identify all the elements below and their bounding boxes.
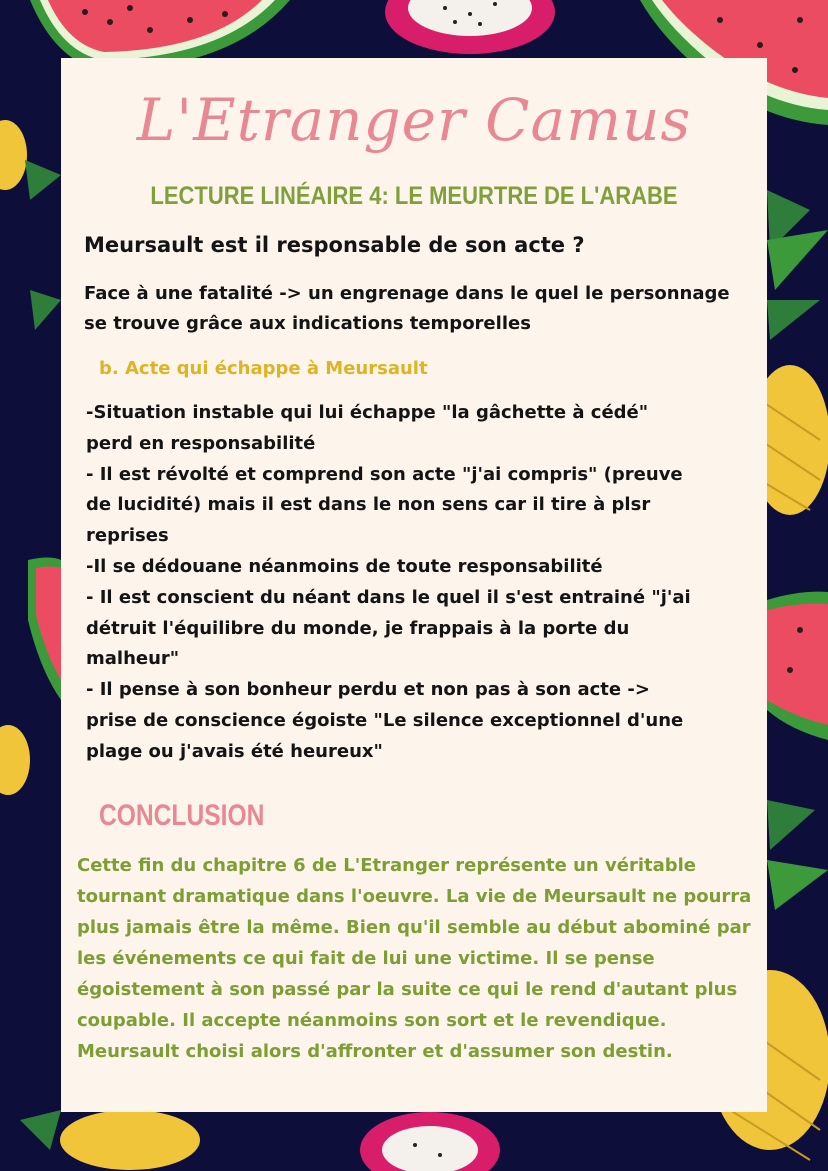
- analysis-body: [86, 398, 758, 768]
- section-heading: b. Acte qui échappe à Meursault: [99, 358, 428, 379]
- dragon-fruit-icon: [385, 0, 555, 54]
- body-line: -Il se dédouane néanmoins de toute responsabilité: [86, 555, 603, 577]
- body-line: perd en responsabilité: [86, 432, 316, 454]
- watermelon-slice-icon: [767, 592, 828, 740]
- watermelon-slice-icon: [28, 558, 61, 701]
- question-heading: Meursault est il responsable de son acte ?: [84, 233, 585, 257]
- intro-paragraph: Face à une fatalité -> un engrenage dans le quel le personnage se trouve grâce aux indications temporelles: [84, 283, 730, 334]
- body-line: - Il pense à son bonheur perdu et non pas à son acte ->: [86, 679, 650, 701]
- conclusion-heading: CONCLUSION: [99, 799, 265, 832]
- pineapple-icon: [0, 120, 61, 795]
- pineapple-leaves-icon: [767, 190, 828, 340]
- body-line: détruit l'équilibre du monde, je frappais à la porte du: [86, 617, 630, 639]
- pineapple-icon: [20, 1110, 200, 1170]
- dragon-fruit-icon: [360, 1112, 500, 1171]
- body-line: -Situation instable qui lui échappe "la gâchette à cédé": [86, 402, 649, 423]
- body-line: - Il est révolté et comprend son acte "j'ai compris" (preuve: [86, 463, 683, 485]
- document-card: [61, 58, 767, 1112]
- body-line: prise de conscience égoiste "Le silence exceptionnel d'une: [86, 709, 684, 731]
- body-line: malheur": [86, 648, 180, 670]
- page-subtitle: LECTURE LINÉAIRE 4: LE MEURTRE DE L'ARABE: [150, 182, 678, 210]
- body-line: reprises: [86, 525, 169, 547]
- page-title: L'Etranger Camus: [136, 86, 692, 154]
- body-line: - Il est conscient du néant dans le quel il s'est entrainé "j'ai: [86, 586, 691, 608]
- body-line: de lucidité) mais il est dans le non sens car il tire à plsr: [86, 494, 651, 516]
- body-line: plage ou j'avais été heureux": [86, 740, 383, 762]
- conclusion-paragraph: Cette fin du chapitre 6 de L'Etranger représente un véritable tournant dramatique dans l'oeuvre. La vie de Meursault ne pourra plus jamais être la même. Bien qu'il semble au début abominé par les événements ce qui fait de lui une victime. Il se pense égoistement à son passé par la suite ce qui le rend d'autant plus coupable. Il accepte néanmoins son sort et le revendique. Meursault choisi alors d'affronter et d'assumer son destin.: [77, 855, 752, 1062]
